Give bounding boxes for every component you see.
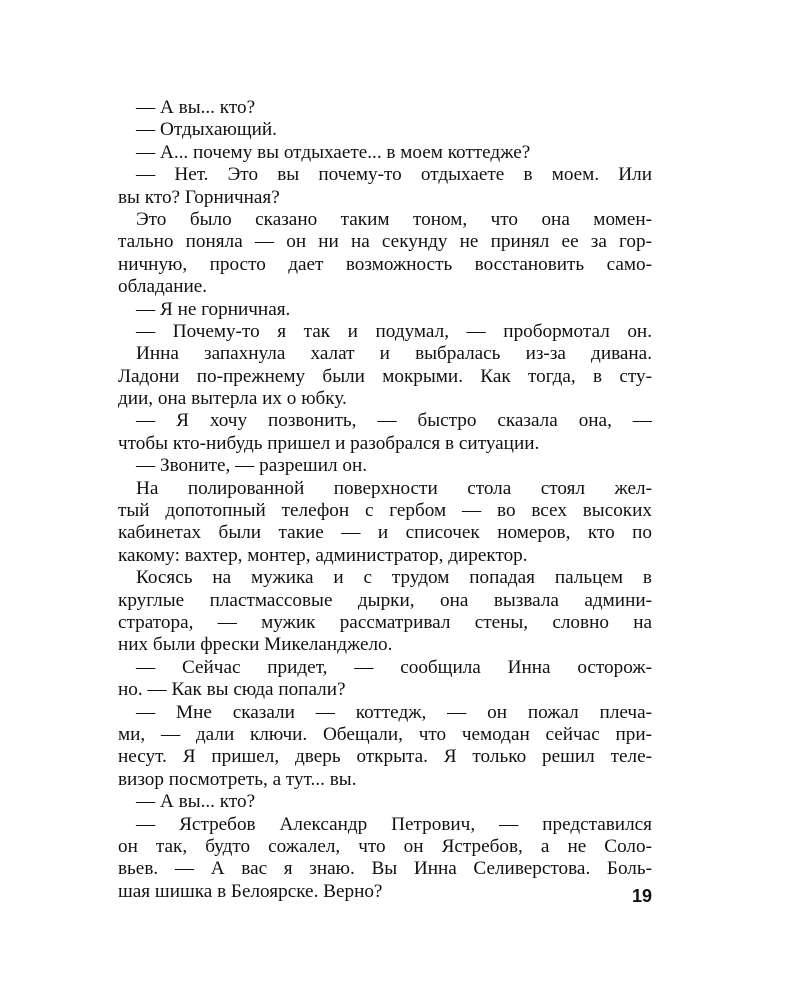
- text-line: дии, она вытерла их о юбку.: [118, 388, 347, 410]
- page-body-text: [118, 97, 652, 903]
- text-line: Инна запахнула халат и выбралась из-за дивана.: [136, 343, 652, 365]
- text-line: — Мне сказали — коттедж, — он пожал плеча-: [136, 701, 652, 723]
- text-line: — Я не горничная.: [136, 298, 291, 320]
- text-line: ми, — дали ключи. Обещали, что чемодан сейчас при-: [118, 723, 652, 745]
- text-line: какому: вахтер, монтер, администратор, директор.: [118, 544, 528, 566]
- text-line: Это было сказано таким тоном, что она момен-: [136, 208, 652, 230]
- text-line: ничную, просто дает возможность восстановить само-: [118, 253, 652, 275]
- text-line: — Ястребов Александр Петрович, — представился: [136, 813, 652, 835]
- text-line: стратора, — мужик рассматривал стены, словно на: [118, 611, 652, 633]
- text-line: обладание.: [118, 276, 208, 298]
- text-line: тально поняла — он ни на секунду не принял ее за гор-: [118, 231, 652, 253]
- page-number: 19: [631, 886, 652, 906]
- text-line: — А вы... кто?: [136, 97, 256, 118]
- text-line: шая шишка в Белоярске. Верно?: [118, 880, 383, 902]
- text-line: визор посмотреть, а тут... вы.: [118, 768, 357, 790]
- text-line: вы кто? Горничная?: [118, 186, 280, 208]
- text-line: вьев. — А вас я знаю. Вы Инна Селиверстова. Боль-: [118, 858, 652, 880]
- text-line: — Я хочу позвонить, — быстро сказала она, —: [136, 410, 652, 432]
- text-line: — А вы... кто?: [136, 791, 256, 813]
- text-line: — Сейчас придет, — сообщила Инна осторож-: [136, 656, 652, 678]
- text-line: несут. Я пришел, дверь открыта. Я только решил теле-: [118, 746, 652, 768]
- text-line: но. — Как вы сюда попали?: [118, 679, 346, 701]
- text-line: — Почему-то я так и подумал, — пробормотал он.: [136, 320, 652, 342]
- text-line: Косясь на мужика и с трудом попадая пальцем в: [136, 567, 652, 589]
- text-line: них были фрески Микеланджело.: [118, 634, 393, 656]
- text-line: кабинетах были такие — и списочек номеров, кто по: [118, 522, 652, 544]
- text-line: На полированной поверхности стола стоял жел-: [136, 477, 652, 499]
- text-line: — А... почему вы отдыхаете... в моем коттедже?: [136, 141, 531, 163]
- text-line: — Звоните, — разрешил он.: [136, 455, 368, 477]
- text-line: чтобы кто-нибудь пришел и разобрался в ситуации.: [118, 432, 540, 454]
- text-line: Ладони по-прежнему были мокрыми. Как тогда, в сту-: [118, 365, 652, 387]
- text-line: круглые пластмассовые дырки, она вызвала админи-: [118, 589, 652, 611]
- text-line: он так, будто сожалел, что он Ястребов, а не Соло-: [118, 835, 652, 857]
- text-line: тый допотопный телефон с гербом — во всех высоких: [118, 500, 652, 522]
- text-line: — Нет. Это вы почему-то отдыхаете в моем. Или: [136, 164, 652, 186]
- text-line: — Отдыхающий.: [136, 119, 277, 141]
